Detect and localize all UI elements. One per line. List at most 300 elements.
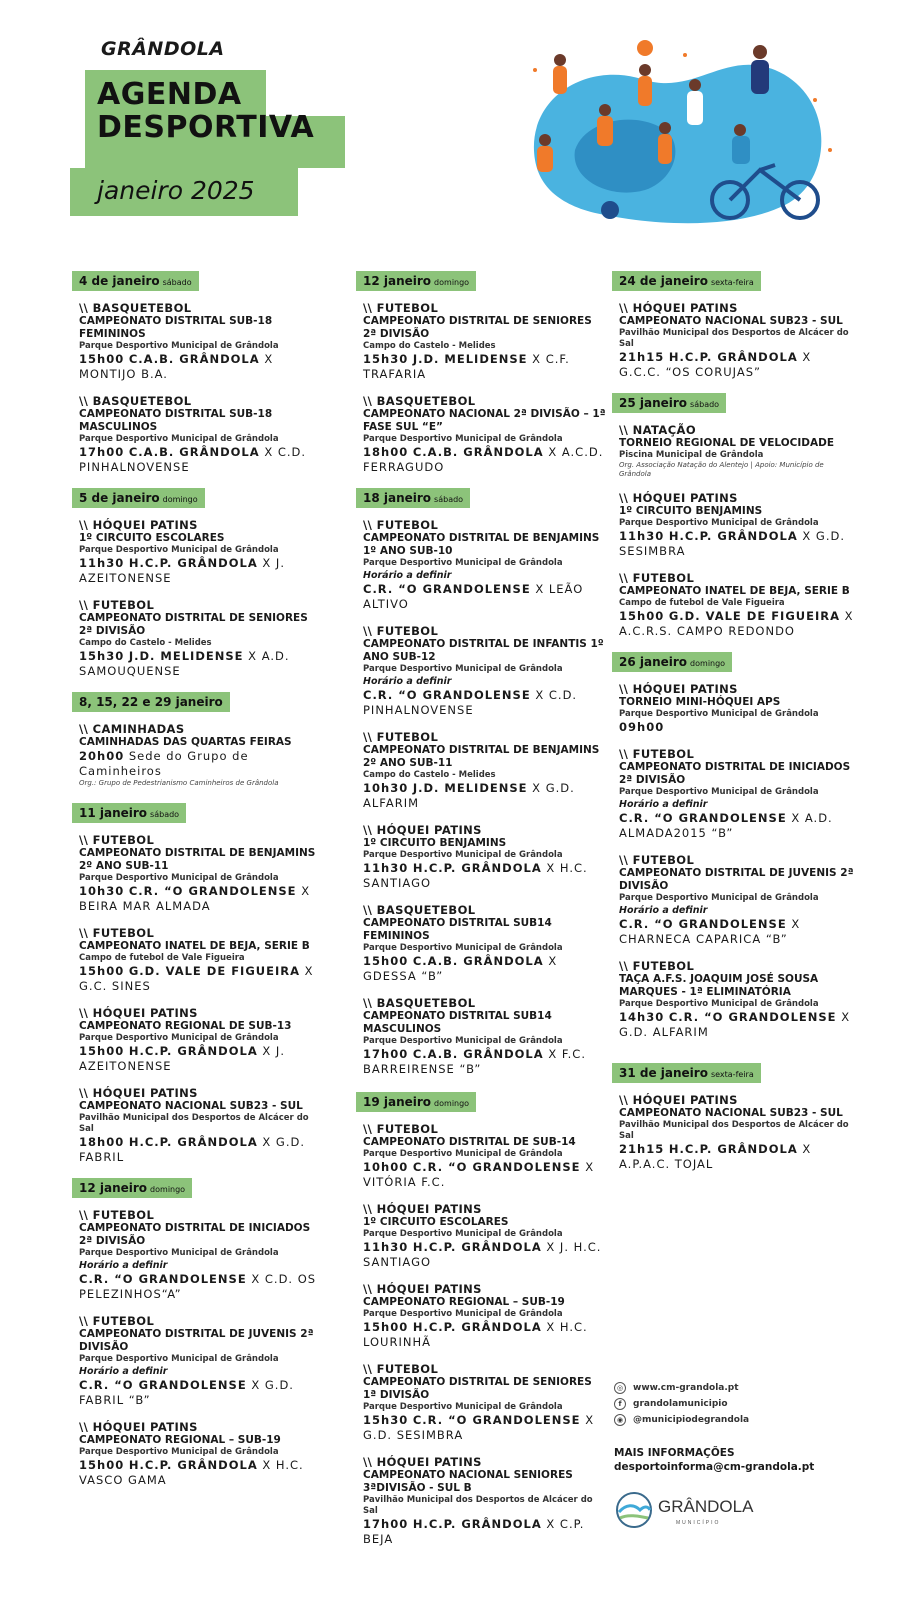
event-match — [79, 445, 322, 475]
event-away-team: X G.C.C. “OS CORUJAS” — [619, 350, 812, 379]
event-sport: \\ HÓQUEI PATINS — [363, 823, 482, 837]
event-sport: \\ FUTEBOL — [79, 598, 155, 612]
event-item — [619, 959, 857, 1040]
event-competition: CAMINHADAS DAS QUARTAS FEIRAS — [79, 736, 292, 748]
event-match — [619, 529, 857, 559]
event-competition: CAMPEONATO DISTRITAL DE INICIADOS 2ª DIVISÃO — [79, 1222, 311, 1247]
event-sport: \\ FUTEBOL — [79, 1314, 155, 1328]
event-sport: \\ FUTEBOL — [363, 1362, 439, 1376]
day-weekday: sábado — [162, 278, 192, 287]
event-match — [79, 1044, 322, 1074]
event-match — [619, 1142, 857, 1172]
facebook-icon: f — [614, 1398, 626, 1410]
event-away-team: X CHARNECA CAPARICA “B” — [619, 917, 801, 946]
event-home-team: J.D. MELIDENSE — [412, 781, 528, 795]
event-away-team: X G.D. SESIMBRA — [619, 529, 846, 558]
event-sport: \\ HÓQUEI PATINS — [363, 1282, 482, 1296]
day-weekday: domingo — [690, 659, 726, 668]
event-venue: Parque Desportivo Municipal de Grândola — [363, 1229, 563, 1239]
event-away-team: X G.C. SINES — [79, 964, 314, 993]
event-match — [619, 811, 857, 841]
event-time: 18h00 — [363, 445, 409, 459]
day-date: 5 de janeiro — [79, 491, 160, 505]
event-item — [79, 926, 322, 994]
event-match — [363, 954, 606, 984]
event-match — [79, 1378, 322, 1408]
event-venue: Parque Desportivo Municipal de Grândola — [619, 787, 819, 797]
event-venue: Parque Desportivo Municipal de Grândola — [363, 1036, 563, 1046]
event-match — [79, 884, 322, 914]
event-home-team: C.R. “O GRANDOLENSE — [619, 811, 787, 825]
day-block — [356, 487, 606, 1077]
day-date: 24 de janeiro — [619, 274, 708, 288]
event-match — [363, 1413, 606, 1443]
event-venue: Parque Desportivo Municipal de Grândola — [363, 664, 563, 674]
event-venue: Parque Desportivo Municipal de Grândola — [79, 1354, 279, 1364]
event-sport: \\ FUTEBOL — [619, 747, 695, 761]
event-item — [79, 518, 322, 586]
event-home-team: C.A.B. GRÂNDOLA — [412, 954, 544, 968]
day-block — [612, 1062, 857, 1172]
event-home-team: C.A.B. GRÂNDOLA — [128, 445, 260, 459]
event-time: 10h30 — [363, 781, 409, 795]
event-time: 11h30 — [363, 861, 409, 875]
event-competition: CAMPEONATO NACIONAL SUB23 - SUL — [79, 1100, 303, 1112]
day-weekday: domingo — [162, 495, 198, 504]
event-venue: Parque Desportivo Municipal de Grândola — [619, 518, 819, 528]
event-sport: \\ HÓQUEI PATINS — [363, 1455, 482, 1469]
event-home-team: C.R. “O GRANDOLENSE — [128, 884, 297, 898]
event-home-team: C.R. “O GRANDOLENSE — [363, 688, 531, 702]
event-match — [363, 781, 606, 811]
event-note: Horário a definir — [79, 1260, 168, 1271]
event-item — [79, 1006, 322, 1074]
basketball-icon — [637, 40, 653, 56]
event-away-team: X G.D. FABRIL “B” — [79, 1378, 294, 1407]
event-item — [363, 1202, 606, 1270]
event-venue: Parque Desportivo Municipal de Grândola — [363, 1309, 563, 1319]
event-away-team: X G.D. ALFARIM — [363, 781, 575, 810]
event-time: 11h30 — [79, 556, 125, 570]
event-competition: CAMPEONATO NACIONAL SUB23 - SUL — [619, 1107, 843, 1119]
website-link[interactable]: www.cm-grandola.pt — [633, 1383, 739, 1393]
event-item — [79, 1420, 322, 1488]
event-time: 18h00 — [79, 1135, 125, 1149]
event-home-team: C.R. “O GRANDOLENSE — [619, 917, 787, 931]
event-time: 17h00 — [363, 1517, 409, 1531]
event-venue: Parque Desportivo Municipal de Grândola — [619, 893, 819, 903]
facebook-row[interactable] — [614, 1396, 864, 1412]
day-block — [356, 270, 606, 475]
event-match — [79, 1135, 322, 1165]
event-time: 15h00 — [363, 954, 409, 968]
event-time: 15h30 — [363, 352, 409, 366]
event-match — [363, 861, 606, 891]
event-item — [619, 1093, 857, 1172]
event-competition: CAMPEONATO DISTRITAL DE BENJAMINS 2º ANO SUB-11 — [79, 847, 316, 872]
event-away-team: Sede do Grupo de Caminheiros — [79, 749, 249, 778]
event-competition: 1º CIRCUITO ESCOLARES — [79, 532, 225, 544]
event-competition: CAMPEONATO DISTRITAL DE JUVENIS 2ª DIVISÃO — [619, 867, 854, 892]
event-away-team: X G.D. ALFARIM — [619, 1010, 851, 1039]
event-home-team: H.C.P. GRÂNDOLA — [128, 1044, 258, 1058]
event-item — [79, 1086, 322, 1165]
event-sport: \\ HÓQUEI PATINS — [619, 682, 738, 696]
event-away-team: X J. AZEITONENSE — [79, 1044, 285, 1073]
event-note: Horário a definir — [363, 570, 452, 581]
event-note: Horário a definir — [619, 799, 708, 810]
event-sport: \\ NATAÇÃO — [619, 423, 697, 437]
event-venue: Parque Desportivo Municipal de Grândola — [363, 434, 563, 444]
event-item — [363, 1122, 606, 1190]
event-home-team: H.C.P. GRÂNDOLA — [668, 350, 798, 364]
event-match — [363, 582, 606, 612]
event-away-team: X J. AZEITONENSE — [79, 556, 285, 585]
event-item — [619, 571, 857, 639]
event-venue: Pavilhão Municipal dos Desportos de Alcácer do Sal — [619, 328, 849, 349]
event-venue: Pavilhão Municipal dos Desportos de Alcácer do Sal — [79, 1113, 309, 1134]
day-weekday: sábado — [434, 495, 464, 504]
event-time: 10h30 — [79, 884, 125, 898]
event-sport: \\ FUTEBOL — [363, 1122, 439, 1136]
day-date: 12 janeiro — [363, 274, 432, 288]
event-sport: \\ HÓQUEI PATINS — [363, 1202, 482, 1216]
event-match — [363, 688, 606, 718]
event-venue: Parque Desportivo Municipal de Grândola — [619, 709, 819, 719]
event-home-team: J.D. MELIDENSE — [412, 352, 528, 366]
event-item — [363, 996, 606, 1077]
facebook-link[interactable]: grandolamunicipio — [633, 1399, 728, 1409]
event-venue: Parque Desportivo Municipal de Grândola — [79, 1447, 279, 1457]
municipality-logo — [614, 1490, 754, 1530]
event-item — [363, 518, 606, 612]
day-block — [612, 270, 857, 380]
event-away-team: X A.D. SAMOUQUENSE — [79, 649, 290, 678]
event-away-team: X MONTIJO B.A. — [79, 352, 274, 381]
event-venue: Campo de futebol de Vale Figueira — [619, 598, 785, 608]
logo-text: GRÂNDOLA — [658, 1497, 754, 1516]
event-venue: Parque Desportivo Municipal de Grândola — [79, 873, 279, 883]
event-item — [619, 682, 857, 735]
day-date: 18 janeiro — [363, 491, 432, 505]
event-sport: \\ FUTEBOL — [619, 571, 695, 585]
event-item — [619, 423, 857, 479]
event-match — [79, 964, 322, 994]
event-item — [619, 491, 857, 559]
event-competition: CAMPEONATO DISTRITAL DE SENIORES 1ª DIVISÃO — [363, 1376, 592, 1401]
event-match — [363, 1320, 606, 1350]
event-item — [79, 1208, 322, 1302]
event-competition: CAMPEONATO NACIONAL SENIORES 3ªDIVISÃO - SUL B — [363, 1469, 573, 1494]
event-venue: Piscina Municipal de Grândola — [619, 450, 764, 460]
event-sport: \\ HÓQUEI PATINS — [79, 1006, 198, 1020]
event-home-team: C.R. “O GRANDOLENSE — [79, 1272, 247, 1286]
event-time: 15h30 — [79, 649, 125, 663]
day-header — [612, 652, 732, 672]
event-time: 15h00 — [79, 964, 125, 978]
event-home-team: C.A.B. GRÂNDOLA — [412, 445, 544, 459]
event-home-team: C.R. “O GRANDOLENSE — [79, 1378, 247, 1392]
event-sport: \\ FUTEBOL — [619, 959, 695, 973]
event-time: 21h15 — [619, 350, 665, 364]
event-competition: CAMPEONATO DISTRITAL SUB-18 FEMININOS — [79, 315, 273, 340]
event-venue: Parque Desportivo Municipal de Grândola — [363, 1149, 563, 1159]
event-time: 11h30 — [363, 1240, 409, 1254]
event-match — [363, 352, 606, 382]
event-away-team: X G.D. FABRIL — [79, 1135, 306, 1164]
event-competition: 1º CIRCUITO BENJAMINS — [363, 837, 507, 849]
event-time: 17h00 — [79, 445, 125, 459]
ball-icon — [601, 201, 619, 219]
event-competition: CAMPEONATO REGIONAL – SUB-19 — [363, 1296, 565, 1308]
header-town: GRÂNDOLA — [101, 38, 225, 60]
event-item — [363, 301, 606, 382]
event-item — [363, 730, 606, 811]
event-venue: Parque Desportivo Municipal de Grândola — [619, 999, 819, 1009]
event-home-team: H.C.P. GRÂNDOLA — [128, 1135, 258, 1149]
event-competition: CAMPEONATO REGIONAL – SUB-19 — [79, 1434, 281, 1446]
day-block — [356, 1091, 606, 1547]
event-item — [79, 598, 322, 679]
event-time: 17h00 — [363, 1047, 409, 1061]
more-info-label: MAIS INFORMAÇÕES — [614, 1447, 735, 1459]
event-item — [619, 853, 857, 947]
event-sport: \\ FUTEBOL — [363, 301, 439, 315]
event-competition: CAMPEONATO DISTRITAL DE BENJAMINS 1º ANO SUB-10 — [363, 532, 600, 557]
day-header — [356, 488, 470, 508]
event-time: 09h00 — [619, 720, 665, 734]
event-match — [363, 1160, 606, 1190]
event-organizer: Org. Associação Natação do Alentejo | Apoio: Município de Grândola — [619, 461, 824, 478]
event-sport: \\ HÓQUEI PATINS — [619, 1093, 738, 1107]
day-block — [72, 802, 322, 1165]
day-weekday: sexta-feira — [710, 1070, 754, 1079]
event-away-team: X C.D. PINHALNOVENSE — [79, 445, 307, 474]
event-item — [79, 722, 322, 788]
event-item — [79, 1314, 322, 1408]
event-organizer: Org.: Grupo de Pedestrianismo Caminheiros de Grândola — [79, 779, 279, 787]
event-match — [619, 609, 857, 639]
event-home-team: C.A.B. GRÂNDOLA — [128, 352, 260, 366]
day-date: 4 de janeiro — [79, 274, 160, 288]
event-competition: CAMPEONATO DISTRITAL DE INFANTIS 1º ANO SUB-12 — [363, 638, 604, 663]
event-competition: CAMPEONATO DISTRITAL SUB14 MASCULINOS — [363, 1010, 552, 1035]
event-sport: \\ HÓQUEI PATINS — [79, 1420, 198, 1434]
event-match — [79, 1458, 322, 1488]
event-note: Horário a definir — [619, 905, 708, 916]
event-away-team: X A.D. ALMADA2015 “B” — [619, 811, 833, 840]
day-weekday: domingo — [150, 1185, 186, 1194]
title-line-1: AGENDA — [97, 77, 242, 112]
event-home-team: C.R. “O GRANDOLENSE — [363, 582, 531, 596]
event-match — [619, 917, 857, 947]
event-item — [619, 747, 857, 841]
event-match — [619, 350, 857, 380]
event-sport: \\ BASQUETEBOL — [79, 301, 192, 315]
event-sport: \\ BASQUETEBOL — [363, 394, 476, 408]
event-match — [79, 649, 322, 679]
event-away-team: X GDESSA “B” — [363, 954, 558, 983]
event-time: 15h30 — [363, 1413, 409, 1427]
event-venue: Parque Desportivo Municipal de Grândola — [79, 1033, 279, 1043]
day-date: 12 janeiro — [79, 1181, 148, 1195]
day-header — [612, 393, 726, 413]
day-header — [356, 1092, 476, 1112]
event-match — [79, 749, 322, 779]
email-link[interactable]: desportoinforma@cm-grandola.pt — [614, 1461, 815, 1473]
event-home-team: H.C.P. GRÂNDOLA — [412, 861, 542, 875]
event-away-team: X A.P.A.C. TOJAL — [619, 1142, 812, 1171]
day-header — [72, 271, 199, 291]
event-item — [79, 394, 322, 475]
event-venue: Pavilhão Municipal dos Desportos de Alcácer do Sal — [363, 1495, 593, 1516]
event-venue: Parque Desportivo Municipal de Grândola — [79, 545, 279, 555]
event-competition: CAMPEONATO NACIONAL SUB23 - SUL — [619, 315, 843, 327]
event-competition: TAÇA A.F.S. JOAQUIM JOSÉ SOUSA MARQUES - 1ª ELIMINATÓRIA — [619, 973, 819, 998]
event-competition: CAMPEONATO DISTRITAL SUB-18 MASCULINOS — [79, 408, 273, 433]
event-sport: \\ HÓQUEI PATINS — [79, 1086, 198, 1100]
day-weekday: sábado — [150, 810, 180, 819]
event-home-team: H.C.P. GRÂNDOLA — [412, 1517, 542, 1531]
event-sport: \\ CAMINHADAS — [79, 722, 185, 736]
event-match — [79, 556, 322, 586]
event-item — [79, 301, 322, 382]
event-competition: CAMPEONATO INATEL DE BEJA, SERIE B — [619, 585, 850, 597]
event-away-team: X H.C. VASCO GAMA — [79, 1458, 304, 1487]
event-item — [363, 1362, 606, 1443]
column-3 — [612, 270, 857, 1184]
day-header — [356, 271, 476, 291]
event-item — [79, 833, 322, 914]
event-home-team: C.A.B. GRÂNDOLA — [412, 1047, 544, 1061]
day-header — [612, 271, 761, 291]
day-block — [72, 270, 322, 475]
event-away-team: X H.C. SANTIAGO — [363, 861, 588, 890]
event-venue: Parque Desportivo Municipal de Grândola — [363, 850, 563, 860]
event-venue: Campo do Castelo - Melides — [79, 638, 212, 648]
event-venue: Parque Desportivo Municipal de Grândola — [363, 558, 563, 568]
event-match — [363, 445, 606, 475]
event-competition: CAMPEONATO NACIONAL 2ª DIVISÃO – 1ª FASE SUL “E” — [363, 408, 606, 433]
event-time: 15h00 — [363, 1320, 409, 1334]
event-time: 14h30 — [619, 1010, 665, 1024]
event-home-team: H.C.P. GRÂNDOLA — [668, 1142, 798, 1156]
page-title — [97, 78, 314, 144]
event-item — [619, 301, 857, 380]
day-date: 11 janeiro — [79, 806, 148, 820]
event-away-team: X C.P. BEJA — [363, 1517, 585, 1546]
event-competition: CAMPEONATO DISTRITAL DE SENIORES 2ª DIVISÃO — [363, 315, 592, 340]
event-away-team: X G.D. SESIMBRA — [363, 1413, 595, 1442]
day-weekday: sábado — [690, 400, 720, 409]
event-away-team: X C.F. TRAFARIA — [363, 352, 570, 381]
event-time: 10h00 — [363, 1160, 409, 1174]
event-venue: Parque Desportivo Municipal de Grândola — [79, 1248, 279, 1258]
day-block — [612, 651, 857, 1040]
column-1 — [72, 270, 322, 1500]
instagram-icon: ◉ — [614, 1414, 626, 1426]
event-sport: \\ FUTEBOL — [79, 1208, 155, 1222]
event-match — [363, 1517, 606, 1547]
event-venue: Campo do Castelo - Melides — [363, 341, 496, 351]
event-home-team: G.D. VALE DE FIGUEIRA — [668, 609, 840, 623]
logo-subtext: MUNICÍPIO — [676, 1520, 721, 1526]
event-sport: \\ FUTEBOL — [79, 926, 155, 940]
event-competition: CAMPEONATO DISTRITAL DE SENIORES 2ª DIVISÃO — [79, 612, 308, 637]
event-home-team: H.C.P. GRÂNDOLA — [412, 1320, 542, 1334]
event-competition: CAMPEONATO DISTRITAL DE INICIADOS 2ª DIVISÃO — [619, 761, 851, 786]
event-match — [79, 352, 322, 382]
day-header — [72, 1178, 192, 1198]
website-row[interactable] — [614, 1380, 864, 1396]
event-time: 20h00 — [79, 749, 125, 763]
day-date: 26 janeiro — [619, 655, 688, 669]
event-venue: Parque Desportivo Municipal de Grândola — [79, 434, 279, 444]
event-away-team: X C.D. PINHALNOVENSE — [363, 688, 578, 717]
day-date: 31 de janeiro — [619, 1066, 708, 1080]
event-away-team: X BEIRA MAR ALMADA — [79, 884, 311, 913]
event-item — [363, 1282, 606, 1350]
event-item — [363, 823, 606, 891]
event-note: Horário a definir — [79, 1366, 168, 1377]
event-home-team: G.D. VALE DE FIGUEIRA — [128, 964, 300, 978]
event-competition: CAMPEONATO DISTRITAL DE JUVENIS 2ª DIVISÃO — [79, 1328, 314, 1353]
event-away-team: X LEÃO ALTIVO — [363, 582, 584, 611]
event-competition: TORNEIO REGIONAL DE VELOCIDADE — [619, 437, 835, 449]
event-sport: \\ FUTEBOL — [363, 518, 439, 532]
month-label: janeiro 2025 — [97, 176, 255, 205]
event-time: 11h30 — [619, 529, 665, 543]
event-match — [363, 1240, 606, 1270]
event-home-team: C.R. “O GRANDOLENSE — [412, 1160, 581, 1174]
day-block — [72, 691, 322, 788]
event-competition: CAMPEONATO DISTRITAL SUB14 FEMININOS — [363, 917, 552, 942]
event-time: 15h00 — [79, 1458, 125, 1472]
event-item — [363, 624, 606, 718]
day-date: 25 janeiro — [619, 396, 688, 410]
title-line-2: DESPORTIVA — [97, 110, 315, 145]
column-2 — [356, 270, 606, 1559]
event-venue: Pavilhão Municipal dos Desportos de Alcácer do Sal — [619, 1120, 849, 1141]
event-home-team: J.D. MELIDENSE — [128, 649, 244, 663]
day-header — [72, 488, 205, 508]
event-time: 15h00 — [79, 1044, 125, 1058]
day-header — [72, 803, 186, 823]
sports-illustration — [515, 40, 845, 230]
day-block — [72, 1177, 322, 1488]
day-weekday: sexta-feira — [710, 278, 754, 287]
instagram-link[interactable]: @municipiodegrandola — [633, 1415, 750, 1425]
event-time: 21h15 — [619, 1142, 665, 1156]
day-header — [612, 1063, 761, 1083]
event-sport: \\ FUTEBOL — [363, 624, 439, 638]
event-home-team: H.C.P. GRÂNDOLA — [128, 556, 258, 570]
event-away-team: X J. H.C. SANTIAGO — [363, 1240, 602, 1269]
day-date: 19 janeiro — [363, 1095, 432, 1109]
day-weekday: domingo — [434, 278, 470, 287]
instagram-row[interactable] — [614, 1412, 864, 1428]
event-home-team: C.R. “O GRANDOLENSE — [412, 1413, 581, 1427]
event-sport: \\ BASQUETEBOL — [79, 394, 192, 408]
footer — [614, 1380, 864, 1474]
globe-icon: ◎ — [614, 1382, 626, 1394]
event-time: 15h00 — [79, 352, 125, 366]
day-block — [612, 392, 857, 639]
more-info — [614, 1446, 864, 1474]
event-home-team: C.R. “O GRANDOLENSE — [668, 1010, 837, 1024]
event-venue: Parque Desportivo Municipal de Grândola — [79, 341, 279, 351]
event-sport: \\ HÓQUEI PATINS — [619, 491, 738, 505]
